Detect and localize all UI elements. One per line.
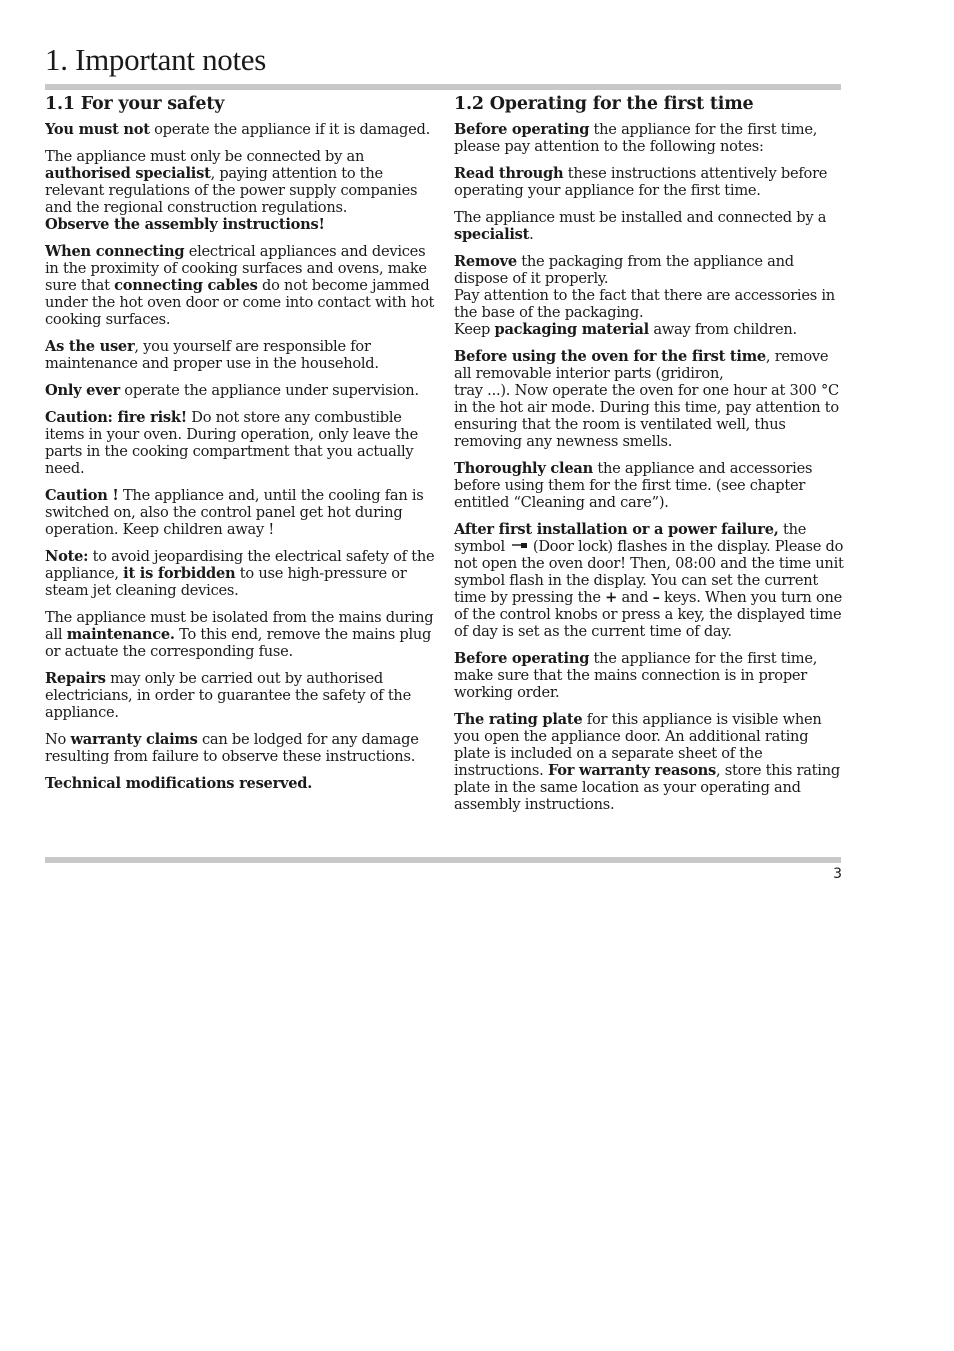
emphasis: Technical modifications reserved.	[45, 775, 313, 792]
emphasis: Remove	[454, 253, 517, 270]
emphasis: authorised specialist	[45, 165, 211, 182]
emphasis: The rating plate	[454, 711, 583, 728]
emphasis: Observe the assembly instructions!	[45, 216, 325, 233]
emphasis: +	[605, 589, 618, 606]
text: No	[45, 731, 71, 748]
text: the symbol	[454, 521, 807, 555]
text: keys. When you turn one of the control knobs or press a key, the displayed time of day is set as the current time of day.	[454, 589, 843, 640]
text: To this end, remove the mains plug or actuate the corresponding fuse.	[45, 626, 432, 660]
text: the appliance and accessories before using them for the first time. (see chapter entitled “Cleaning and care”).	[454, 460, 813, 511]
text: to avoid jeopardising the electrical safety of the appliance,	[45, 548, 435, 582]
safety-paragraph	[45, 670, 435, 721]
text: tray ...). Now operate the oven for one hour at 300 °C in the hot air mode. During this time, pay attention to ensuring that the room is ventilated well, thus removing any newness smells.	[454, 382, 839, 450]
text: The appliance must be isolated from the mains during all	[45, 609, 434, 643]
safety-paragraph	[45, 121, 435, 138]
first-time-heading: 1.2 Operating for the first time	[454, 94, 754, 114]
emphasis: Before operating	[454, 650, 590, 667]
text: Pay attention to the fact that there are accessories in the base of the packaging.	[454, 287, 835, 321]
text: , you yourself are responsible for maintenance and proper use in the household.	[45, 338, 379, 372]
door-lock-icon	[511, 542, 529, 550]
first-time-paragraph	[454, 348, 846, 450]
text: electrical appliances and devices in the proximity of cooking surfaces and ovens, make sure that	[45, 243, 427, 294]
top-divider	[45, 84, 841, 90]
text: the packaging from the appliance and dispose of it properly.	[454, 253, 794, 287]
emphasis: Caution !	[45, 487, 119, 504]
text: operate the appliance under supervision.	[119, 382, 419, 399]
safety-paragraph	[45, 382, 435, 399]
safety-paragraph	[45, 243, 435, 328]
safety-paragraph	[45, 609, 435, 660]
text: The appliance must only be connected by an	[45, 148, 365, 165]
emphasis: warranty claims	[70, 731, 198, 748]
text: and	[617, 589, 653, 606]
text: .	[529, 226, 534, 243]
text: , store this rating plate in the same location as your operating and assembly instructions.	[454, 762, 840, 813]
text: , paying attention to the relevant regulations of the power supply companies and the regional construction regulations.	[45, 165, 418, 216]
safety-paragraph	[45, 338, 435, 372]
emphasis: Only ever	[45, 382, 120, 399]
emphasis: As the user	[45, 338, 135, 355]
first-time-paragraph	[454, 121, 846, 155]
first-time-paragraph	[454, 209, 846, 243]
text: to use high-pressure or steam jet cleaning devices.	[45, 565, 407, 599]
text: (Door lock) flashes in the display. Please do not open the oven door! Then, 08:00 and the time unit symbol flash in the display. You can set the current time by pressing the	[454, 538, 844, 606]
text: , remove all removable interior parts (gridiron,	[454, 348, 829, 382]
text: do not become jammed under the hot oven door or come into contact with hot cooking surfaces.	[45, 277, 435, 328]
safety-heading: 1.1 For your safety	[45, 94, 225, 114]
text: the appliance for the first time, make sure that the mains connection is in proper working order.	[454, 650, 818, 701]
emphasis: After first installation or a power failure,	[454, 521, 779, 538]
text: away from children.	[648, 321, 797, 338]
first-time-paragraph	[454, 650, 846, 701]
text: Do not store any combustible items in your oven. During operation, only leave the parts in the cooking compartment that you actually need.	[45, 409, 418, 477]
first-time-paragraph	[454, 460, 846, 511]
first-time-paragraph	[454, 165, 846, 199]
emphasis: Before operating	[454, 121, 590, 138]
first-time-column	[454, 93, 846, 823]
text: may only be carried out by authorised electricians, in order to guarantee the safety of the appliance.	[45, 670, 411, 721]
bottom-divider	[45, 857, 841, 863]
text: Keep	[454, 321, 495, 338]
safety-paragraph	[45, 548, 435, 599]
emphasis: Thoroughly clean	[454, 460, 593, 477]
text: these instructions attentively before operating your appliance for the first time.	[454, 165, 828, 199]
first-time-paragraph	[454, 253, 846, 338]
safety-paragraph	[45, 148, 435, 233]
safety-paragraph	[45, 775, 435, 792]
first-time-paragraph	[454, 521, 846, 640]
safety-paragraph	[45, 409, 435, 477]
emphasis: Repairs	[45, 670, 106, 687]
emphasis: You must not	[45, 121, 150, 138]
text: The appliance and, until the cooling fan is switched on, also the control panel get hot during operation. Keep children away !	[45, 487, 424, 538]
emphasis: Note:	[45, 548, 89, 565]
emphasis: Caution: fire risk!	[45, 409, 187, 426]
text: The appliance must be installed and connected by a	[454, 209, 827, 226]
emphasis: Read through	[454, 165, 564, 182]
safety-paragraph	[45, 731, 435, 765]
emphasis: it is forbidden	[123, 565, 236, 582]
page-title: 1. Important notes	[45, 42, 267, 77]
first-time-paragraph	[454, 711, 846, 813]
text: for this appliance is visible when you open the appliance door. An additional rating plate is included on a separate sheet of the instructions.	[454, 711, 822, 779]
emphasis: –	[652, 589, 660, 606]
page-number: 3	[833, 866, 842, 882]
text: the appliance for the first time, please pay attention to the following notes:	[454, 121, 818, 155]
emphasis: maintenance.	[66, 626, 175, 643]
emphasis: For warranty reasons	[547, 762, 717, 779]
emphasis: When connecting	[45, 243, 185, 260]
emphasis: connecting cables	[114, 277, 258, 294]
text: operate the appliance if it is damaged.	[149, 121, 430, 138]
text: can be lodged for any damage resulting from failure to observe these instructions.	[45, 731, 419, 765]
emphasis: packaging material	[494, 321, 649, 338]
emphasis: Before using the oven for the first time	[454, 348, 766, 365]
safety-paragraph	[45, 487, 435, 538]
safety-column	[45, 93, 435, 802]
emphasis: specialist	[454, 226, 530, 243]
